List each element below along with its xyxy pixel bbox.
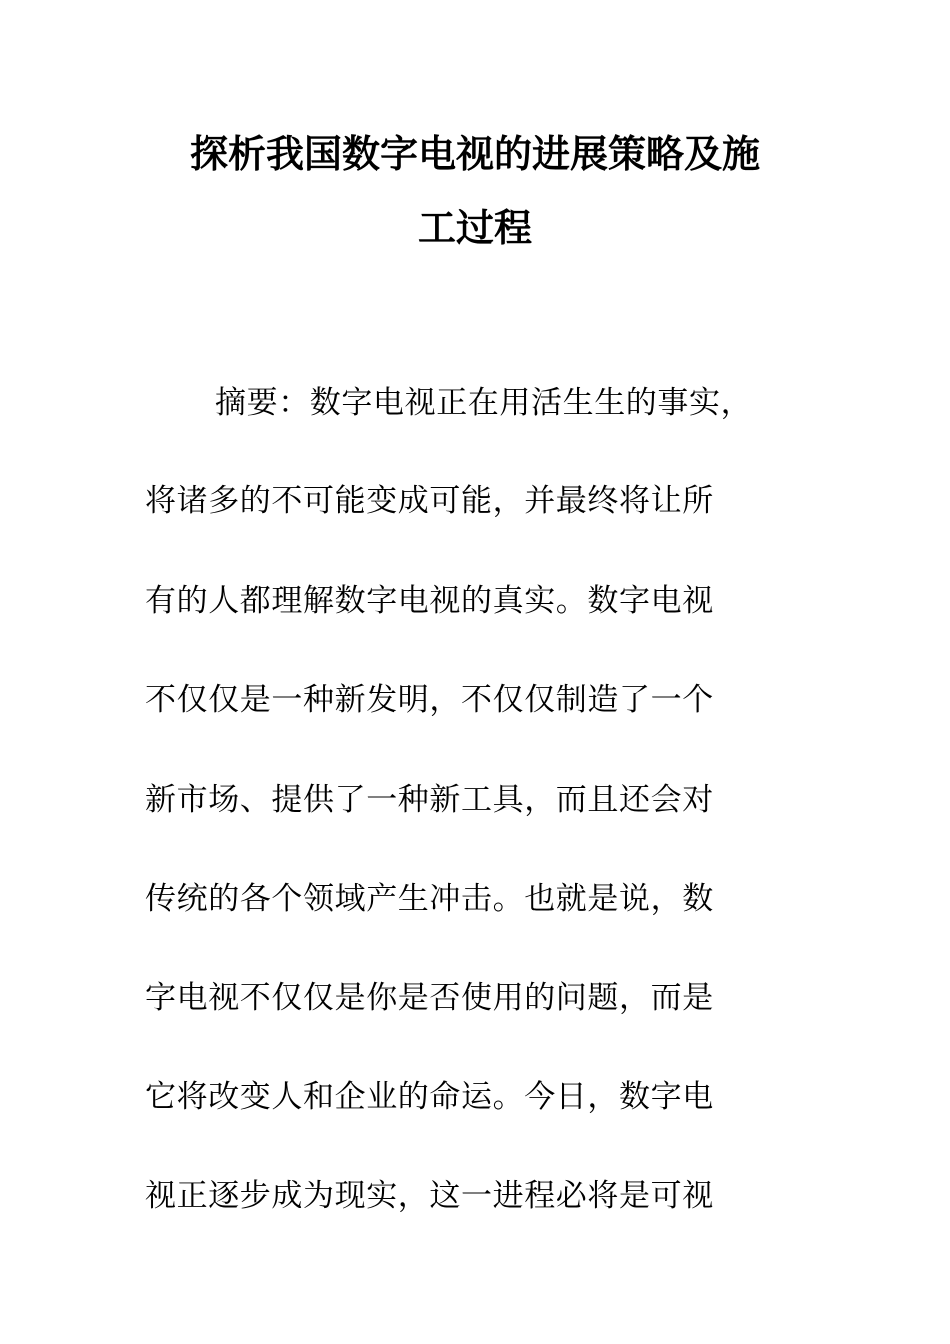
abstract-line-8: 它将改变人和企业的命运。今日，数字电: [145, 1079, 714, 1115]
abstract-line-9: 视正逐步成为现实，这一进程必将是可视: [145, 1178, 714, 1214]
abstract-line-7: 字电视不仅仅是你是否使用的问题，而是: [145, 980, 714, 1016]
abstract-line-3: 有的人都理解数字电视的真实。数字电视: [145, 583, 714, 619]
abstract-line-1: 摘要：数字电视正在用活生生的事实，: [215, 385, 753, 421]
abstract-line-5: 新市场、提供了一种新工具，而且还会对: [145, 782, 714, 818]
document-title-line-1: 探析我国数字电视的进展策略及施: [189, 132, 760, 176]
abstract-line-2: 将诸多的不可能变成可能，并最终将让所: [145, 483, 714, 519]
abstract-line-4: 不仅仅是一种新发明，不仅仅制造了一个: [145, 682, 714, 718]
document-title-line-2: 工过程: [417, 206, 532, 250]
abstract-line-6: 传统的各个领域产生冲击。也就是说，数: [145, 881, 714, 917]
